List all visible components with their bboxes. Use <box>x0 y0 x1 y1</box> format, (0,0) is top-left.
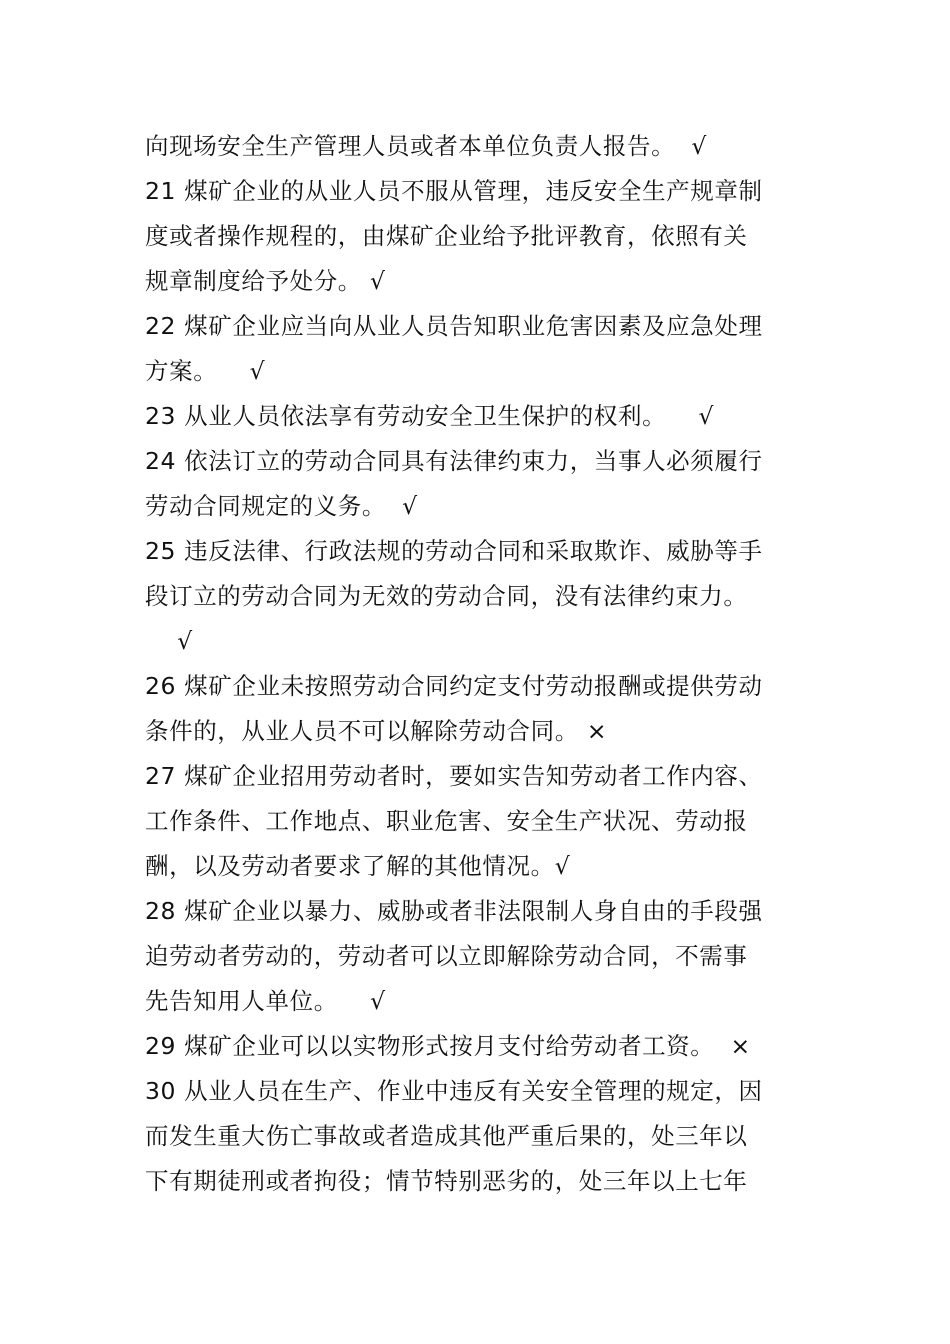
text-line: 28 煤矿企业以暴力、威胁或者非法限制人身自由的手段强 <box>145 897 763 925</box>
text-line: 而发生重大伤亡事故或者造成其他严重后果的，处三年以 <box>145 1122 748 1150</box>
text-line: 下有期徒刑或者拘役；情节特别恶劣的，处三年以上七年 <box>145 1167 748 1195</box>
text-line: 21 煤矿企业的从业人员不服从管理，违反安全生产规章制 <box>145 177 763 205</box>
text-line: 25 违反法律、行政法规的劳动合同和采取欺诈、威胁等手 <box>145 537 763 565</box>
text-line: 规章制度给予处分。 √ <box>145 267 386 295</box>
text-line: 先告知用人单位。 √ <box>145 987 386 1015</box>
text-line: 27 煤矿企业招用劳动者时，要如实告知劳动者工作内容、 <box>145 762 763 790</box>
text-line: 条件的，从业人员不可以解除劳动合同。 × <box>145 717 608 745</box>
text-line: 29 煤矿企业可以以实物形式按月支付给劳动者工资。 × <box>145 1032 751 1060</box>
text-line: 22 煤矿企业应当向从业人员告知职业危害因素及应急处理 <box>145 312 763 340</box>
text-line: 向现场安全生产管理人员或者本单位负责人报告。 √ <box>145 132 707 160</box>
text-line: 工作条件、工作地点、职业危害、安全生产状况、劳动报 <box>145 807 748 835</box>
text-line: 23 从业人员依法享有劳动安全卫生保护的权利。 √ <box>145 402 715 430</box>
text-line: √ <box>145 627 193 655</box>
text-line: 30 从业人员在生产、作业中违反有关安全管理的规定，因 <box>145 1077 763 1105</box>
text-line: 段订立的劳动合同为无效的劳动合同，没有法律约束力。 <box>145 582 748 610</box>
text-line: 24 依法订立的劳动合同具有法律约束力，当事人必须履行 <box>145 447 763 475</box>
text-line: 度或者操作规程的，由煤矿企业给予批评教育，依照有关 <box>145 222 748 250</box>
text-line: 迫劳动者劳动的，劳动者可以立即解除劳动合同，不需事 <box>145 942 748 970</box>
text-line: 酬，以及劳动者要求了解的其他情况。√ <box>145 852 571 880</box>
text-line: 26 煤矿企业未按照劳动合同约定支付劳动报酬或提供劳动 <box>145 672 763 700</box>
document-body <box>145 124 810 1204</box>
text-line: 劳动合同规定的义务。 √ <box>145 492 418 520</box>
text-line: 方案。 √ <box>145 357 266 385</box>
